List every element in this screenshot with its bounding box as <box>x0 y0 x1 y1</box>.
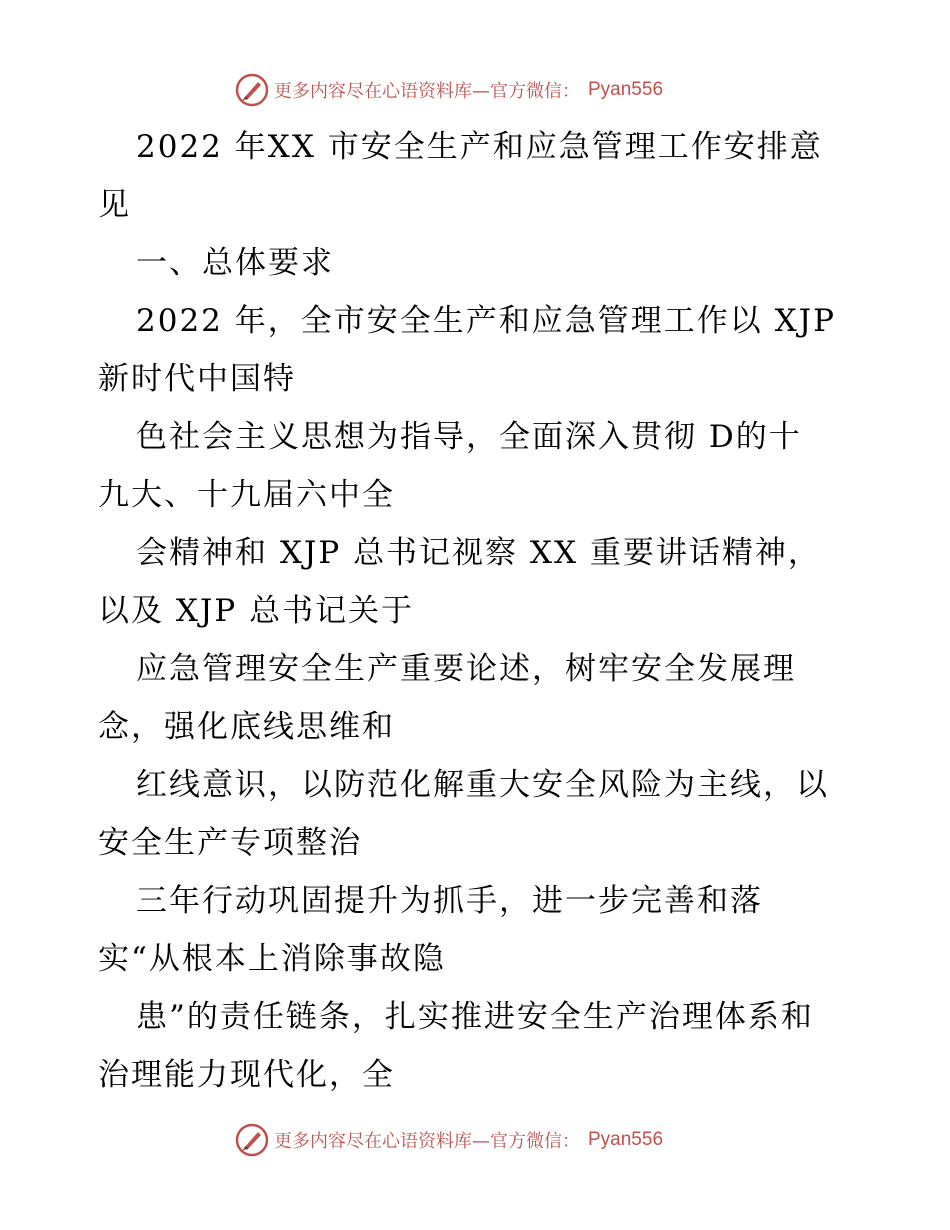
quill-logo-icon <box>234 1122 270 1158</box>
paragraph-line: 以及 XJP 总书记关于 <box>98 593 415 629</box>
quill-logo-icon <box>234 72 270 108</box>
paragraph-line: 新时代中国特 <box>98 361 296 397</box>
paragraph-line: 治理能力现代化，全 <box>98 1057 395 1093</box>
document-body <box>98 118 858 1104</box>
paragraph-line: 安全生产专项整治 <box>98 825 362 861</box>
paragraph-line: 会精神和 XJP 总书记视察 XX 重要讲话精神， <box>136 535 821 571</box>
paragraph-line: 2022 年，全市安全生产和应急管理工作以 XJP <box>136 303 836 339</box>
doc-title-line-2: 见 <box>98 187 131 223</box>
header-watermark <box>234 70 663 110</box>
paragraph-line: 应急管理安全生产重要论述，树牢安全发展理 <box>136 651 796 687</box>
footer-watermark <box>234 1120 663 1160</box>
watermark-wechat-id: Pyan556 <box>588 79 664 100</box>
watermark-text: 更多内容尽在心语资料库—官方微信： <box>274 1131 580 1152</box>
paragraph-line: 念，强化底线思维和 <box>98 709 395 745</box>
paragraph-line: 九大、十九届六中全 <box>98 477 395 513</box>
paragraph-line: 三年行动巩固提升为抓手，进一步完善和落 <box>136 883 763 919</box>
section-heading: 一、总体要求 <box>136 245 334 281</box>
doc-title-line-1: 2022 年XX 市安全生产和应急管理工作安排意 <box>136 129 823 165</box>
paragraph-line: 色社会主义思想为指导，全面深入贯彻 D的十 <box>136 419 802 455</box>
paragraph-line: 红线意识，以防范化解重大安全风险为主线，以 <box>136 767 829 803</box>
watermark-wechat-id: Pyan556 <box>588 1129 664 1150</box>
watermark-text: 更多内容尽在心语资料库—官方微信： <box>274 81 580 102</box>
paragraph-line: 实“从根本上消除事故隐 <box>98 941 446 977</box>
paragraph-line: 患”的责任链条，扎实推进安全生产治理体系和 <box>136 999 814 1035</box>
